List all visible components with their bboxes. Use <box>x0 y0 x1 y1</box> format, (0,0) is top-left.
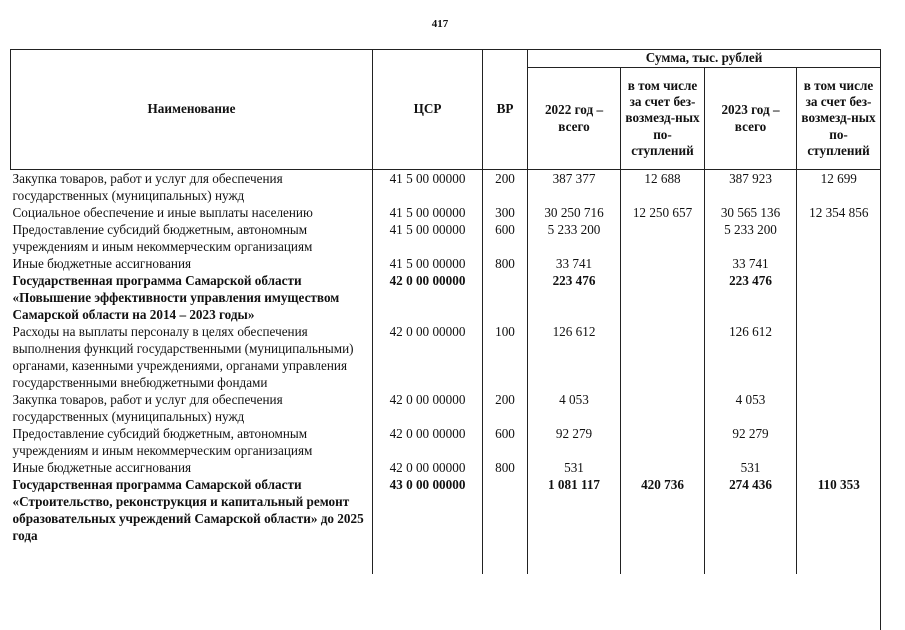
row-vr: 200 <box>483 391 528 425</box>
row-csr: 42 0 00 00000 <box>373 323 483 391</box>
row-2023-total: 531 <box>705 459 797 476</box>
row-2022-grants <box>621 255 705 272</box>
row-name: Иные бюджетные ассигнования <box>11 459 373 476</box>
header-2023-grants: в том числе за счет без-возмезд-ных по-ступлений <box>797 68 881 170</box>
header-sum-group: Сумма, тыс. рублей <box>528 50 881 68</box>
row-vr: 200 <box>483 170 528 205</box>
row-2022-total: 30 250 716 <box>528 204 621 221</box>
table-row <box>11 323 881 391</box>
table-header <box>11 50 881 170</box>
row-2022-grants <box>621 459 705 476</box>
row-2022-grants: 420 736 <box>621 476 705 544</box>
row-2022-total: 126 612 <box>528 323 621 391</box>
header-csr: ЦСР <box>373 50 483 170</box>
row-csr: 42 0 00 00000 <box>373 425 483 459</box>
row-csr: 42 0 00 00000 <box>373 459 483 476</box>
row-2023-grants <box>797 323 881 391</box>
row-name: Закупка товаров, работ и услуг для обеспечения государственных (муниципальных) нужд <box>11 170 373 205</box>
table-row <box>11 255 881 272</box>
row-2023-grants <box>797 255 881 272</box>
table-row <box>11 170 881 205</box>
header-2023-total: 2023 год – всего <box>705 68 797 170</box>
header-2022-grants: в том числе за счет без-возмезд-ных по-ступлений <box>621 68 705 170</box>
row-2022-grants <box>621 323 705 391</box>
row-2023-total: 274 436 <box>705 476 797 544</box>
row-2023-total: 387 923 <box>705 170 797 205</box>
row-vr: 600 <box>483 425 528 459</box>
row-csr: 43 0 00 00000 <box>373 476 483 544</box>
row-vr: 800 <box>483 459 528 476</box>
row-name: Предоставление субсидий бюджетным, автономным учреждениям и иным некоммерческим организациям <box>11 425 373 459</box>
row-csr: 42 0 00 00000 <box>373 272 483 323</box>
table-row <box>11 459 881 476</box>
row-2022-grants <box>621 221 705 255</box>
table-body <box>11 170 881 575</box>
row-csr: 41 5 00 00000 <box>373 221 483 255</box>
row-2022-total: 223 476 <box>528 272 621 323</box>
row-vr <box>483 272 528 323</box>
table-row <box>11 272 881 323</box>
row-2022-grants <box>621 425 705 459</box>
row-2022-grants <box>621 272 705 323</box>
page-number: 417 <box>431 18 449 30</box>
row-2023-total: 33 741 <box>705 255 797 272</box>
row-vr <box>483 476 528 544</box>
row-2023-grants <box>797 221 881 255</box>
row-2023-grants <box>797 425 881 459</box>
row-2023-total: 5 233 200 <box>705 221 797 255</box>
row-2022-grants: 12 688 <box>621 170 705 205</box>
table-row <box>11 391 881 425</box>
row-2023-total: 92 279 <box>705 425 797 459</box>
table-filler <box>11 544 881 574</box>
table-row <box>11 204 881 221</box>
row-vr: 300 <box>483 204 528 221</box>
row-name: Предоставление субсидий бюджетным, автономным учреждениям и иным некоммерческим организациям <box>11 221 373 255</box>
row-2023-grants: 12 699 <box>820 171 857 186</box>
row-2022-total: 5 233 200 <box>528 221 621 255</box>
row-csr: 41 5 00 00000 <box>373 255 483 272</box>
row-name: Расходы на выплаты персоналу в целях обеспечения выполнения функций государственными (муниципальными) органами, казенными учреждениями, органами управления государственными внебюджетными фондами <box>11 323 373 391</box>
header-name: Наименование <box>11 50 373 170</box>
row-2022-total: 33 741 <box>528 255 621 272</box>
row-name: Государственная программа Самарской области «Повышение эффективности управления имуществом Самарской области на 2014 – 2023 годы» <box>11 272 373 323</box>
table-row <box>11 476 881 544</box>
row-csr: 42 0 00 00000 <box>373 391 483 425</box>
row-vr: 800 <box>483 255 528 272</box>
row-2023-total: 4 053 <box>705 391 797 425</box>
row-name: Иные бюджетные ассигнования <box>11 255 373 272</box>
row-name: Государственная программа Самарской области «Строительство, реконструкция и капитальный ремонт образовательных учреждений Самарской области» до 2025 года <box>11 476 373 544</box>
row-2023-total: 30 565 136 <box>705 204 797 221</box>
header-2022-total: 2022 год – всего <box>528 68 621 170</box>
row-2022-total: 4 053 <box>528 391 621 425</box>
row-2023-grants <box>797 459 881 476</box>
table-right-edge <box>880 49 881 630</box>
row-2023-grants: 110 353 <box>817 477 860 492</box>
row-2022-grants <box>621 391 705 425</box>
table-row <box>11 221 881 255</box>
row-2022-total: 92 279 <box>528 425 621 459</box>
row-2022-grants: 12 250 657 <box>621 204 705 221</box>
budget-table <box>10 49 881 574</box>
row-csr: 41 5 00 00000 <box>373 170 483 205</box>
row-csr: 41 5 00 00000 <box>373 204 483 221</box>
header-vr: ВР <box>483 50 528 170</box>
row-2022-total: 1 081 117 <box>528 476 621 544</box>
row-2022-total: 531 <box>528 459 621 476</box>
row-name: Социальное обеспечение и иные выплаты населению <box>11 204 373 221</box>
row-vr: 600 <box>483 221 528 255</box>
row-vr: 100 <box>483 323 528 391</box>
row-2023-grants <box>797 391 881 425</box>
row-2023-grants <box>797 272 881 323</box>
row-2023-total: 126 612 <box>705 323 797 391</box>
table-row <box>11 425 881 459</box>
row-2023-grants: 12 354 856 <box>809 205 869 220</box>
row-name: Закупка товаров, работ и услуг для обеспечения государственных (муниципальных) нужд <box>11 391 373 425</box>
row-2022-total: 387 377 <box>528 170 621 205</box>
row-2023-total: 223 476 <box>705 272 797 323</box>
